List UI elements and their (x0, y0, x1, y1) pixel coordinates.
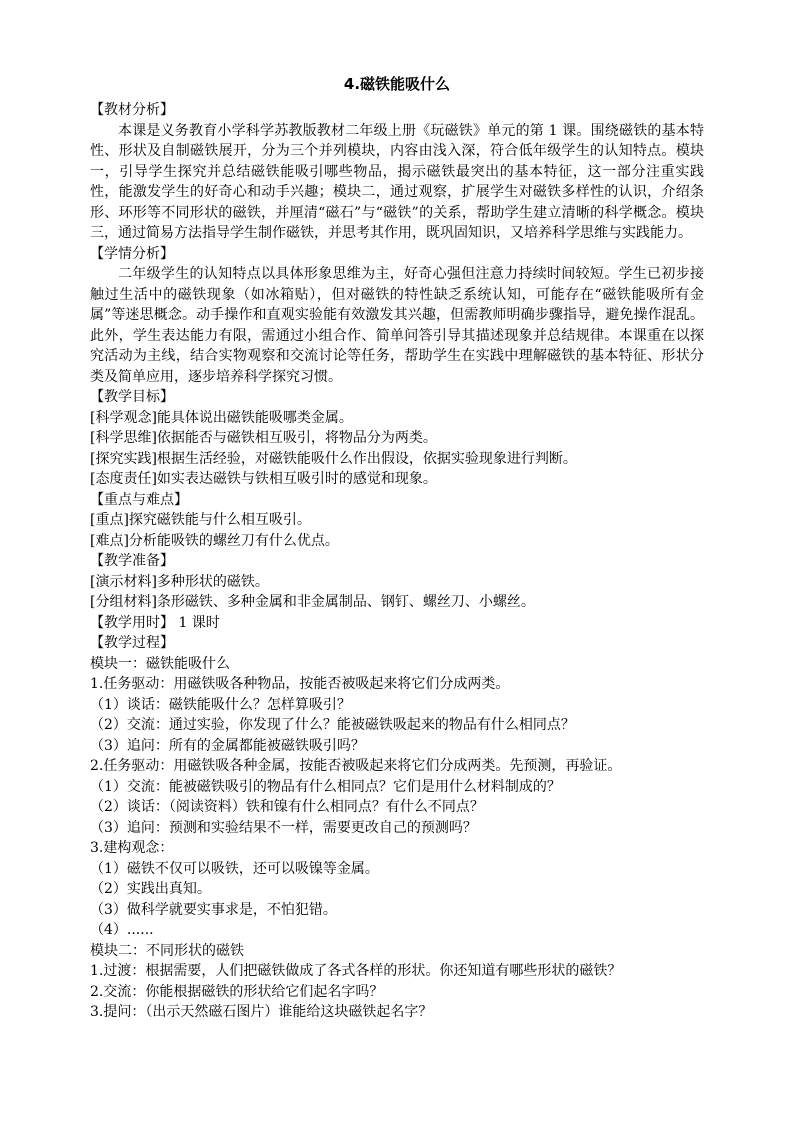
process-line: （4）...... (90, 922, 154, 938)
section-heading-time (90, 613, 704, 634)
document-body (90, 100, 704, 1023)
process-line: （3）做科学就要实事求是，不怕犯错。 (90, 901, 337, 918)
goal-item: [科学观念]能具体说出磁铁能吸哪类金属。 (90, 409, 353, 426)
process-line: （1）交流：能被磁铁吸引的物品有什么相同点？它们是用什么材料制成的？ (90, 778, 561, 795)
time-value: 1 课时 (178, 614, 220, 631)
key-point-item: [难点]分析能吸铁的螺丝刀有什么优点。 (90, 532, 339, 549)
prep-item: [演示材料]多种形状的磁铁。 (90, 573, 269, 590)
key-point-item: [重点]探究磁铁能与什么相互吸引。 (90, 512, 311, 528)
process-line: 1.过渡：根据需要，人们把磁铁做成了各式各样的形状。你还知道有哪些形状的磁铁？ (90, 963, 622, 979)
process-line: （1）磁铁不仅可以吸铁，还可以吸镍等金属。 (90, 860, 379, 877)
process-line: 3.建构观念： (90, 840, 174, 856)
process-line: 3.提问：（出示天然磁石图片）谁能给这块磁铁起名字？ (90, 1004, 433, 1020)
process-line: （2）实践出真知。 (90, 881, 211, 897)
process-line: （3）追问：预测和实验结果不一样，需要更改自己的预测吗？ (90, 819, 477, 836)
goal-item: [探究实践]根据生活经验，对磁铁能吸什么作出假设，依据实验现象进行判断。 (90, 450, 577, 467)
section-heading-key-points: 【重点与难点】 (90, 491, 188, 508)
process-line: 2.交流：你能根据磁铁的形状给它们起名字吗？ (90, 983, 384, 1000)
goal-item: [态度责任]如实表达磁铁与铁相互吸引时的感觉和现象。 (90, 471, 437, 487)
process-line: 2.任务驱动：用磁铁吸各种金属，按能否被吸起来将它们分成两类。先预测，再验证。 (90, 758, 622, 774)
prep-item: [分组材料]条形磁铁、多种金属和非金属制品、钢钉、螺丝刀、小螺丝。 (90, 594, 535, 610)
section-heading-prep: 【教学准备】 (90, 553, 174, 569)
process-line: （2）谈话：（阅读资料）铁和镍有什么相同点？有什么不同点？ (90, 799, 484, 815)
section-heading-textbook: 【教材分析】 (90, 102, 174, 118)
goal-item: [科学思维]依据能否与磁铁相互吸引，将物品分为两类。 (90, 430, 437, 446)
document-title: 4.磁铁能吸什么 (343, 75, 451, 93)
process-line: （1）谈话：磁铁能吸什么？怎样算吸引？ (90, 696, 351, 713)
textbook-analysis-paragraph: 本课是义务教育小学科学苏教版教材二年级上册《玩磁铁》单元的第 1 课。围绕磁铁的基本特性、形状及自制磁铁展开，分为三个并列模块，内容由浅入深，符合低年级学生的认知特点。模块一，引导学生探究并总结磁铁能吸引哪些物品，揭示磁铁最突出的基本特征，这一部分注重实践性，能激发学生的好奇心和动手兴趣；模块二，通过观察，扩展学生对磁铁多样性的认识，介绍条形、环形等不同形状的磁铁，并厘清“磁石”与“磁铁”的关系，帮助学生建立清晰的科学概念。模块三，通过简易方法指导学生制作磁铁，并思考其作用，既巩固知识，又培养科学思维与实践能力。 (90, 122, 704, 241)
section-heading-process: 【教学过程】 (90, 635, 174, 651)
student-analysis-paragraph: 二年级学生的认知特点以具体形象思维为主，好奇心强但注意力持续时间较短。学生已初步接触过生活中的磁铁现象（如冰箱贴），但对磁铁的特性缺乏系统认知，可能存在“磁铁能吸所有金属”等迷思概念。动手操作和直观实验能有效激发其兴趣，但需教师明确步骤指导，避免操作混乱。此外，学生表达能力有限，需通过小组合作、简单问答引导其描述现象并总结规律。本课重在以探究活动为主线，结合实物观察和交流讨论等任务，帮助学生在实践中理解磁铁的基本特征、形状分类及简单应用，逐步培养科学探究习惯。 (90, 266, 704, 385)
process-line: 模块二：不同形状的磁铁 (90, 942, 244, 959)
section-heading-students: 【学情分析】 (90, 245, 174, 262)
process-line: 模块一：磁铁能吸什么 (90, 655, 230, 672)
time-heading-label: 【教学用时】 (90, 614, 174, 631)
process-line: （3）追问：所有的金属都能被磁铁吸引吗？ (90, 737, 365, 754)
process-line: 1.任务驱动：用磁铁吸各种物品，按能否被吸起来将它们分成两类。 (90, 676, 510, 692)
process-line: （2）交流：通过实验，你发现了什么？能被磁铁吸起来的物品有什么相同点？ (90, 717, 575, 733)
section-heading-goals: 【教学目标】 (90, 389, 174, 405)
